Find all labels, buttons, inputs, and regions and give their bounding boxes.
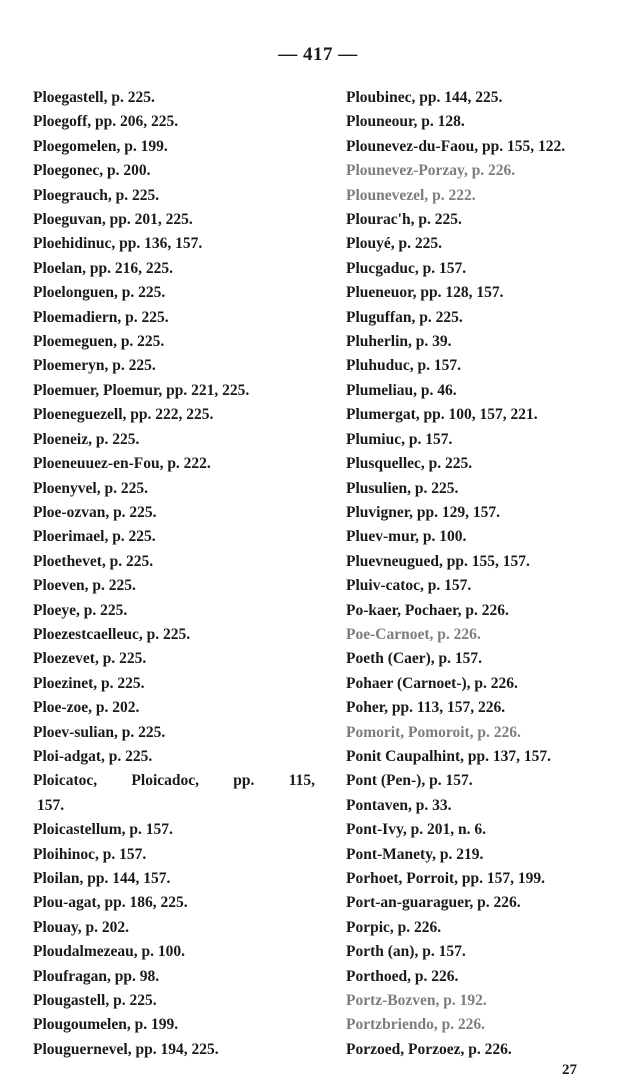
index-entry: Plougoumelen, p. 199. [33,1016,179,1034]
index-entry: Ploicatoc, Ploicadoc, pp. 115, [33,772,315,790]
index-entry: Ploicastellum, p. 157. [33,821,173,839]
index-column-left [33,86,315,1062]
index-entry: Ploihinoc, p. 157. [33,845,147,863]
index-entry: Ploudalmezeau, p. 100. [33,943,185,961]
index-entry: Ploubinec, pp. 144, 225. [346,89,503,106]
index-entry: Pomorit, Pomoroit, p. 226. [346,723,521,741]
index-entry: Pont-Ivy, p. 201, n. 6. [346,821,486,839]
index-entry: Plouguernevel, pp. 194, 225. [33,1040,219,1058]
index-entry: Plounevez-du-Faou, pp. 155, 122. [346,137,566,155]
index-entry: Ploemuer, Ploemur, pp. 221, 225. [33,381,250,399]
index-entry: Pluherlin, p. 39. [346,333,452,351]
index-entry: Pluevneugued, pp. 155, 157. [346,552,530,570]
index-entry: Pluiv-catoc, p. 157. [346,577,472,595]
index-entry: Plusulien, p. 225. [346,479,459,497]
index-entry: Pohaer (Carnoet-), p. 226. [346,674,518,692]
index-entry: Ploezestcaelleuc, p. 225. [33,625,191,643]
index-entry: Ploeneiz, p. 225. [33,430,140,448]
index-entry: Portz-Bozven, p. 192. [346,992,487,1010]
index-entry: Ploeneuuez-en-Fou, p. 222. [33,455,211,473]
index-entry: Ploi-adgat, p. 225. [33,747,153,765]
index-entry: Ploemadiern, p. 225. [33,308,169,326]
index-entry: Ploenyvel, p. 225. [33,479,148,497]
index-entry: Ploelan, pp. 216, 225. [33,259,173,277]
index-entry: Plouyé, p. 225. [346,235,443,253]
index-entry: Ploezinet, p. 225. [33,674,145,692]
index-entry: Pluhuduc, p. 157. [346,357,462,375]
index-entry: Pontaven, p. 33. [346,796,452,814]
index-entry: Ploemeryn, p. 225. [33,357,156,375]
index-entry: Plumiuc, p. 157. [346,430,453,448]
index-entry: Pont (Pen-), p. 157. [346,772,473,790]
index-entry: Ponit Caupalhint, pp. 137, 157. [346,747,551,765]
index-entry: Plucgaduc, p. 157. [346,259,467,277]
index-entry: Pluguffan, p. 225. [346,308,463,326]
index-entry: Ploeguvan, pp. 201, 225. [33,211,193,229]
index-entry: Pluev-mur, p. 100. [346,528,467,546]
index-entry: Ploegonec, p. 200. [33,162,151,180]
index-entry: Pont-Manety, p. 219. [346,845,484,863]
index-entry: Plourac'h, p. 225. [346,211,462,229]
index-entry: Poher, pp. 113, 157, 226. [346,699,506,717]
index-entry: Ploe-zoe, p. 202. [33,699,140,717]
index-entry: Plumergat, pp. 100, 157, 221. [346,406,538,424]
index-entry: Porpic, p. 226. [346,918,442,936]
index-entry: Porthoed, p. 226. [346,967,459,985]
index-entry: Ploeven, p. 225. [33,577,136,595]
index-entry: Port-an-guaraguer, p. 226. [346,894,521,912]
index-entry: Ploev-sulian, p. 225. [33,723,166,741]
index-entry: Plouay, p. 202. [33,918,130,936]
index-entry: Ploezevet, p. 225. [33,650,147,668]
index-entry: Ploeneguezell, pp. 222, 225. [33,406,214,424]
index-entry: Ploegomelen, p. 199. [33,137,168,155]
index-entry: Ploeye, p. 225. [33,601,128,619]
index-entry: Ploehidinuc, pp. 136, 157. [33,235,203,253]
index-entry: Plouneour, p. 128. [346,113,465,131]
index-entry: Ploethevet, p. 225. [33,552,154,570]
index-entry: Plounevez-Porzay, p. 226. [346,162,516,180]
index-entry: Porhoet, Porroit, pp. 157, 199. [346,870,546,887]
index-entry: Plougastell, p. 225. [33,992,157,1010]
index-entry: Poe-Carnoet, p. 226. [346,625,481,643]
index-entry: Porth (an), p. 157. [346,943,466,961]
index-entry: Ploufragan, pp. 98. [33,967,160,985]
index-entry: Plueneuor, pp. 128, 157. [346,284,504,302]
index-entry: Poeth (Caer), p. 157. [346,650,483,668]
index-entry: Ploelonguen, p. 225. [33,284,166,302]
index-entry: Ploegoff, pp. 206, 225. [33,113,179,131]
index-entry: Ploerimael, p. 225. [33,528,156,546]
index-entry: Porzoed, Porzoez, p. 226. [346,1040,512,1058]
page-number: — 417 — [278,44,358,65]
index-entry: Plumeliau, p. 46. [346,381,457,399]
index-entry: Plusquellec, p. 225. [346,455,473,473]
index-entry-continuation: 157. [37,796,65,814]
index-entry: Ploilan, pp. 144, 157. [33,870,171,887]
index-entry: Ploemeguen, p. 225. [33,333,165,351]
index-entry: Ploe-ozvan, p. 225. [33,503,157,521]
index-entry: Ploegastell, p. 225. [33,89,155,106]
index-entry: Plou-agat, pp. 186, 225. [33,894,188,912]
index-entry: Plounevezel, p. 222. [346,186,476,204]
index-column-right [346,86,618,1062]
index-entry: Po-kaer, Pochaer, p. 226. [346,601,509,619]
index-entry: Ploegrauch, p. 225. [33,186,160,204]
index-entry: Portzbriendo, p. 226. [346,1016,486,1034]
signature-mark: 27 [562,1062,577,1078]
index-entry: Pluvigner, pp. 129, 157. [346,503,501,521]
